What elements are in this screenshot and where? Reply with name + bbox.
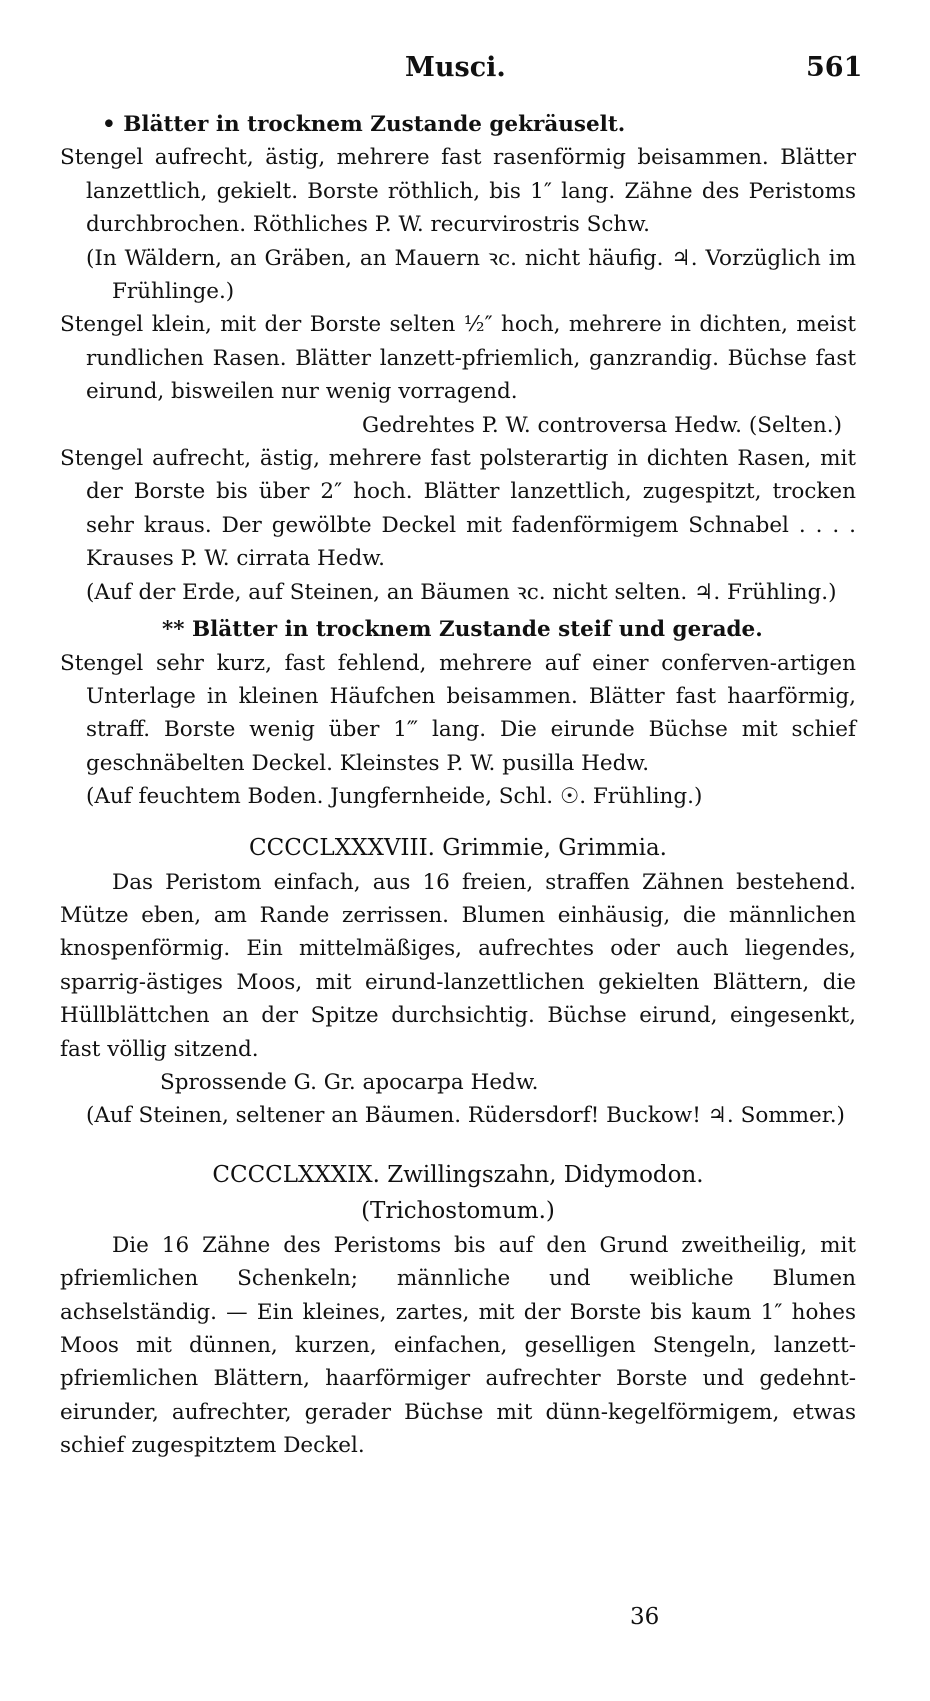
habitat-pusilla: (Auf feuchtem Boden. Jungfernheide, Schl. ☉. Frühling.) bbox=[86, 784, 703, 810]
running-title: Musci. bbox=[405, 52, 506, 83]
genus-heading-grimmia: CCCCLXXXVIII. Grimmie, Grimmia. bbox=[249, 834, 667, 861]
genus-description-grimmia: Das Peristom einfach, aus 16 freien, straffen Zähnen bestehend. Mütze eben, am Rande zerrissen. Blumen einhäusig, die männlichen knospenförmig. Ein mittelmäßiges, aufrechtes oder auch liegendes, sparrig-ästiges Moos, mit eirund-lanzettlichen gekielten Blättern, die Hüllblättchen an der Spitze durchsichtig. Büchse eirund, eingesenkt, fast völlig sitzend. bbox=[60, 869, 856, 1062]
entry-recurvirostris: Stengel aufrecht, ästig, mehrere fast rasenförmig beisammen. Blätter lanzettlich, gekielt. Borste röthlich, bis 1″ lang. Zähne des Peristoms durchbrochen. Röthliches P. W. recurvirostris Schw. bbox=[60, 145, 856, 238]
page-number: 561 bbox=[806, 52, 863, 83]
genus-heading-didymodon: CCCCLXXXIX. Zwillingszahn, Didymodon. bbox=[212, 1161, 704, 1188]
entry-controversa: Stengel klein, mit der Borste selten ½″ hoch, mehrere in dichten, meist rundlichen Rasen. Blätter lanzett-pfriemlich, ganzrandig. Büchse fast eirund, bisweilen nur wenig vorragend. bbox=[60, 312, 856, 405]
habitat-cirrata: (Auf der Erde, auf Steinen, an Bäumen ꝛc. nicht selten. ♃. Frühling.) bbox=[86, 579, 837, 605]
subsection-heading-curled: • Blätter in trocknem Zustande gekräuselt. bbox=[102, 112, 626, 137]
species-name-apocarpa: Sprossende G. Gr. apocarpa Hedw. bbox=[160, 1069, 539, 1095]
subsection-heading-straight: ** Blätter in trocknem Zustande steif und gerade. bbox=[162, 617, 763, 643]
entry-cirrata: Stengel aufrecht, ästig, mehrere fast polsterartig in dichten Rasen, mit der Borste bis über 2″ hoch. Blätter lanzettlich, zugespitzt, trocken sehr kraus. Der gewölbte Deckel mit fadenförmigem Schnabel . . . . Krauses P. W. cirrata Hedw. bbox=[60, 446, 856, 572]
entry-pusilla: Stengel sehr kurz, fast fehlend, mehrere auf einer conferven-artigen Unterlage in kleinen Häufchen beisammen. Blätter fast haarförmig, straff. Borste wenig über 1‴ lang. Die eirunde Büchse mit schief geschnäbelten Deckel. Kleinstes P. W. pusilla Hedw. bbox=[60, 650, 856, 776]
habitat-apocarpa: (Auf Steinen, seltener an Bäumen. Rüdersdorf! Buckow! ♃. Sommer.) bbox=[86, 1103, 845, 1129]
genus-synonym-didymodon: (Trichostomum.) bbox=[361, 1197, 555, 1224]
signature-mark: 36 bbox=[630, 1604, 660, 1630]
page-body bbox=[60, 108, 856, 1463]
habitat-recurvirostris: (In Wäldern, an Gräben, an Mauern ꝛc. nicht häufig. ♃. Vorzüglich im Frühlinge.) bbox=[86, 245, 856, 305]
genus-description-didymodon: Die 16 Zähne des Peristoms bis auf den Grund zweitheilig, mit pfriemlichen Schenkeln; männliche und weibliche Blumen achselständig. — Ein kleines, zartes, mit der Borste bis kaum 1″ hohes Moos mit dünnen, kurzen, einfachen, geselligen Stengeln, lanzett-pfriemlichen Blättern, haarförmiger aufrechter Borste und gedehnt-eirunder, aufrechter, gerader Büchse mit dünn-kegelförmigem, etwas schief zugespitztem Deckel. bbox=[60, 1232, 856, 1459]
species-name-controversa: Gedrehtes P. W. controversa Hedw. (Selten.) bbox=[362, 412, 842, 438]
page-header bbox=[0, 52, 930, 92]
